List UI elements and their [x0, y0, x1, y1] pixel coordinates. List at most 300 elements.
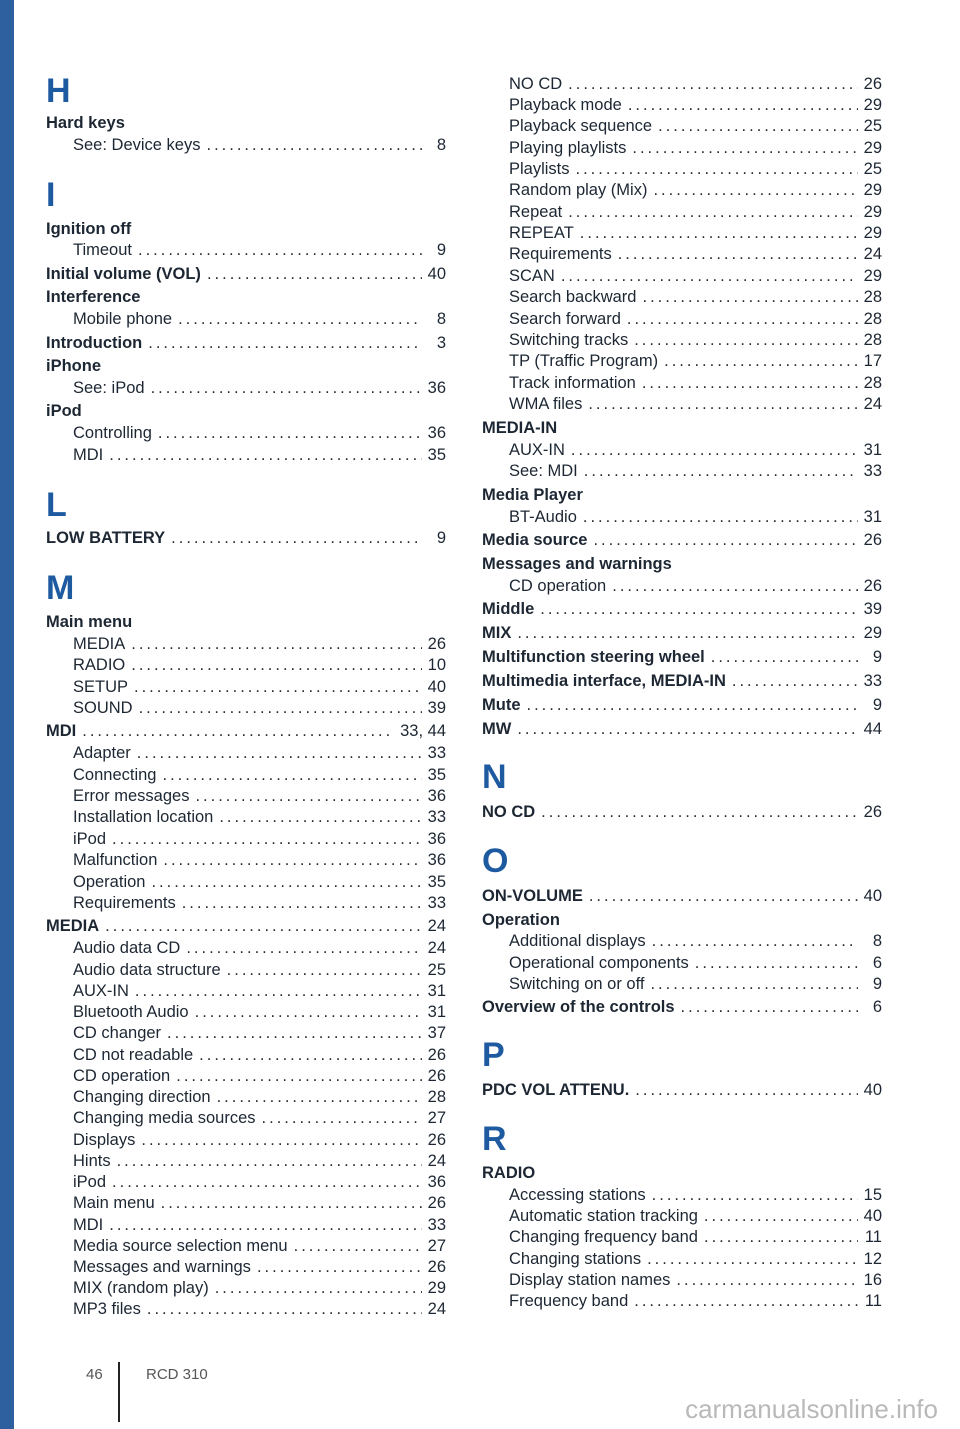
- entry-page: 33: [427, 808, 446, 826]
- index-entry: [482, 670, 882, 692]
- letter-heading-o: O: [482, 842, 509, 880]
- index-entry: [509, 115, 882, 137]
- index-entry: [73, 239, 446, 261]
- entry-label: Switching tracks: [509, 331, 629, 349]
- entry-page: 28: [863, 374, 882, 392]
- entry-label: Displays: [73, 1131, 136, 1149]
- entry-label: Adapter: [73, 744, 131, 762]
- entry-page: 35: [427, 873, 446, 891]
- index-entry: [73, 676, 446, 698]
- entry-label: AUX-IN: [509, 441, 565, 459]
- leader-dots: [138, 239, 422, 261]
- index-entry: [73, 697, 446, 719]
- entry-page: 33, 44: [400, 722, 446, 740]
- entry-page: 24: [427, 939, 446, 957]
- entry-label: SCAN: [509, 267, 555, 285]
- leader-dots: [676, 1269, 857, 1291]
- entry-label: LOW BATTERY: [46, 529, 166, 547]
- leader-dots: [109, 1214, 421, 1236]
- index-entry: [509, 952, 882, 974]
- index-entry: [509, 350, 882, 372]
- index-entry: [46, 400, 446, 422]
- leader-dots: [618, 243, 858, 265]
- leader-dots: [294, 1235, 422, 1257]
- leader-dots: [158, 422, 422, 444]
- entry-label: Search forward: [509, 310, 621, 328]
- leader-dots: [109, 444, 421, 466]
- entry-label: Audio data structure: [73, 961, 221, 979]
- leader-dots: [664, 350, 858, 372]
- entry-page: 33: [427, 1216, 446, 1234]
- letter-heading-i: I: [46, 176, 56, 214]
- entry-label: iPod: [73, 1173, 107, 1191]
- leader-dots: [131, 654, 421, 676]
- leader-dots: [517, 622, 857, 644]
- entry-page: 26: [427, 635, 446, 653]
- entry-page: 36: [427, 787, 446, 805]
- leader-dots: [219, 806, 421, 828]
- entry-label: iPod: [46, 402, 82, 420]
- index-entry: [482, 417, 882, 439]
- entry-label: Accessing stations: [509, 1186, 646, 1204]
- leader-dots: [632, 137, 857, 159]
- leader-dots: [642, 372, 858, 394]
- entry-page: 11: [864, 1228, 882, 1246]
- entry-label: Mute: [482, 696, 521, 714]
- leader-dots: [634, 329, 857, 351]
- leader-dots: [628, 94, 858, 116]
- entry-page: 24: [427, 1300, 446, 1318]
- leader-dots: [588, 393, 857, 415]
- entry-page: 28: [863, 331, 882, 349]
- entry-label: Random play (Mix): [509, 181, 648, 199]
- leader-dots: [105, 915, 421, 937]
- index-entry: [509, 179, 882, 201]
- entry-label: MW: [482, 720, 512, 738]
- entry-page: 39: [863, 600, 882, 618]
- index-entry: [73, 1129, 446, 1151]
- index-entry: [509, 506, 882, 528]
- entry-page: 25: [427, 961, 446, 979]
- leader-dots: [527, 694, 859, 716]
- letter-heading-l: L: [46, 486, 67, 524]
- entry-label: CD operation: [73, 1067, 171, 1085]
- index-entry: [73, 871, 446, 893]
- index-entry: [46, 527, 446, 549]
- entry-label: Hints: [73, 1152, 111, 1170]
- entry-page: 24: [863, 395, 882, 413]
- entry-label: SOUND: [73, 699, 133, 717]
- leader-dots: [642, 286, 857, 308]
- leader-dots: [568, 73, 857, 95]
- entry-page: 35: [427, 766, 446, 784]
- entry-page: 26: [863, 75, 882, 93]
- index-entry: [46, 720, 446, 742]
- entry-label: MEDIA: [46, 917, 100, 935]
- index-entry: [73, 849, 446, 871]
- entry-page: 9: [436, 529, 446, 547]
- index-entry: [46, 355, 446, 377]
- leader-dots: [635, 1079, 857, 1101]
- entry-page: 33: [863, 672, 882, 690]
- letter-heading-r: R: [482, 1120, 507, 1158]
- index-entry: [509, 1205, 882, 1227]
- leader-dots: [711, 646, 858, 668]
- index-entry: [509, 94, 882, 116]
- entry-label: Media source selection menu: [73, 1237, 288, 1255]
- index-entry: [73, 1086, 446, 1108]
- entry-label: Repeat: [509, 203, 563, 221]
- leader-dots: [576, 158, 858, 180]
- entry-label: Main menu: [46, 613, 133, 631]
- letter-heading-p: P: [482, 1036, 505, 1074]
- entry-page: 33: [863, 462, 882, 480]
- index-entry: [46, 611, 446, 633]
- entry-label: Switching on or off: [509, 975, 645, 993]
- entry-label: Multifunction steering wheel: [482, 648, 705, 666]
- letter-heading-n: N: [482, 758, 507, 796]
- entry-label: MP3 files: [73, 1300, 141, 1318]
- entry-label: Playback mode: [509, 96, 622, 114]
- entry-label: Requirements: [73, 894, 176, 912]
- leader-dots: [541, 801, 857, 823]
- entry-page: 9: [872, 975, 882, 993]
- index-entry: [46, 915, 446, 937]
- index-entry: [73, 764, 446, 786]
- leader-dots: [195, 785, 421, 807]
- index-entry: [73, 308, 446, 330]
- entry-label: Track information: [509, 374, 636, 392]
- leader-dots: [262, 1107, 422, 1129]
- index-entry: [509, 1290, 882, 1312]
- leader-dots: [167, 1022, 422, 1044]
- index-entry: [73, 1022, 446, 1044]
- entry-label: MEDIA-IN: [482, 419, 558, 437]
- entry-page: 8: [872, 932, 882, 950]
- entry-page: 26: [427, 1258, 446, 1276]
- index-entry: [482, 885, 882, 907]
- side-color-bar: [0, 0, 14, 1429]
- entry-page: 36: [427, 851, 446, 869]
- entry-label: Installation location: [73, 808, 214, 826]
- leader-dots: [589, 885, 858, 907]
- model-name: RCD 310: [146, 1366, 208, 1383]
- entry-label: Audio data CD: [73, 939, 181, 957]
- index-entry: [73, 892, 446, 914]
- entry-label: MEDIA: [73, 635, 126, 653]
- leader-dots: [151, 871, 421, 893]
- index-entry: [482, 646, 882, 668]
- entry-label: Operational components: [509, 954, 689, 972]
- entry-page: 24: [427, 1152, 446, 1170]
- index-entry: [509, 1184, 882, 1206]
- entry-page: 3: [436, 334, 446, 352]
- index-entry: [46, 112, 446, 134]
- index-entry: [482, 598, 882, 620]
- leader-dots: [540, 598, 857, 620]
- entry-label: Operation: [482, 911, 560, 929]
- index-entry: [73, 1256, 446, 1278]
- index-entry: [482, 529, 882, 551]
- entry-page: 29: [863, 203, 882, 221]
- entry-page: 24: [863, 245, 882, 263]
- index-entry: [73, 742, 446, 764]
- entry-label: REPEAT: [509, 224, 574, 242]
- entry-label: See: MDI: [509, 462, 578, 480]
- leader-dots: [134, 676, 422, 698]
- entry-page: 9: [872, 696, 882, 714]
- entry-label: RADIO: [482, 1164, 536, 1182]
- leader-dots: [695, 952, 858, 974]
- leader-dots: [182, 892, 422, 914]
- entry-label: CD not readable: [73, 1046, 194, 1064]
- index-entry: [509, 201, 882, 223]
- entry-label: See: Device keys: [73, 136, 201, 154]
- leader-dots: [135, 980, 422, 1002]
- leader-dots: [82, 720, 394, 742]
- leader-dots: [571, 439, 858, 461]
- leader-dots: [163, 849, 421, 871]
- entry-page: 31: [863, 508, 882, 526]
- entry-label: Search backward: [509, 288, 637, 306]
- entry-label: Media Player: [482, 486, 583, 504]
- entry-page: 11: [864, 1292, 882, 1310]
- entry-page: 33: [427, 894, 446, 912]
- leader-dots: [634, 1290, 858, 1312]
- entry-page: 25: [863, 117, 882, 135]
- index-entry: [73, 422, 446, 444]
- leader-dots: [584, 460, 858, 482]
- index-entry: [73, 1150, 446, 1172]
- entry-page: 12: [863, 1250, 882, 1268]
- leader-dots: [207, 263, 422, 285]
- leader-dots: [151, 377, 422, 399]
- entry-label: BT-Audio: [509, 508, 577, 526]
- index-entry: [482, 718, 882, 740]
- index-entry: [509, 158, 882, 180]
- entry-page: 36: [427, 379, 446, 397]
- leader-dots: [257, 1256, 422, 1278]
- leader-dots: [704, 1205, 858, 1227]
- index-entry: [73, 1192, 446, 1214]
- index-entry: [73, 134, 446, 156]
- entry-page: 29: [863, 224, 882, 242]
- entry-page: 29: [863, 139, 882, 157]
- entry-page: 44: [863, 720, 882, 738]
- index-entry: [509, 1269, 882, 1291]
- leader-dots: [612, 575, 857, 597]
- leader-dots: [593, 529, 857, 551]
- leader-dots: [658, 115, 858, 137]
- entry-page: 26: [427, 1046, 446, 1064]
- entry-page: 26: [863, 803, 882, 821]
- entry-label: Overview of the controls: [482, 998, 675, 1016]
- entry-label: Hard keys: [46, 114, 125, 132]
- leader-dots: [652, 1184, 858, 1206]
- entry-label: NO CD: [482, 803, 536, 821]
- index-entry: [482, 553, 882, 575]
- entry-label: Media source: [482, 531, 588, 549]
- leader-dots: [580, 222, 858, 244]
- index-entry: [73, 980, 446, 1002]
- entry-page: 28: [863, 310, 882, 328]
- index-entry: [509, 286, 882, 308]
- entry-page: 16: [863, 1271, 882, 1289]
- index-entry: [482, 909, 882, 931]
- entry-label: Operation: [73, 873, 146, 891]
- entry-label: CD changer: [73, 1024, 162, 1042]
- watermark: carmanualsonline.info: [685, 1394, 938, 1424]
- entry-page: 29: [863, 267, 882, 285]
- entry-page: 6: [872, 954, 882, 972]
- index-entry: [509, 575, 882, 597]
- leader-dots: [137, 742, 422, 764]
- leader-dots: [206, 134, 422, 156]
- entry-label: MIX: [482, 624, 512, 642]
- leader-dots: [650, 973, 858, 995]
- leader-dots: [199, 1044, 421, 1066]
- entry-page: 29: [863, 624, 882, 642]
- leader-dots: [583, 506, 858, 528]
- entry-label: Main menu: [73, 1194, 155, 1212]
- entry-page: 26: [863, 577, 882, 595]
- entry-page: 40: [863, 887, 882, 905]
- entry-label: TP (Traffic Program): [509, 352, 659, 370]
- letter-heading-h: H: [46, 72, 71, 110]
- entry-label: MDI: [73, 446, 104, 464]
- entry-label: Changing frequency band: [509, 1228, 698, 1246]
- entry-page: 26: [863, 531, 882, 549]
- entry-page: 9: [872, 648, 882, 666]
- leader-dots: [139, 697, 422, 719]
- entry-page: 29: [863, 96, 882, 114]
- index-entry: [73, 1044, 446, 1066]
- index-entry: [509, 137, 882, 159]
- leader-dots: [627, 308, 858, 330]
- leader-dots: [653, 179, 857, 201]
- entry-page: 31: [427, 982, 446, 1000]
- entry-page: 31: [427, 1003, 446, 1021]
- index-entry: [73, 1001, 446, 1023]
- entry-page: 26: [427, 1131, 446, 1149]
- index-entry: [73, 959, 446, 981]
- entry-label: PDC VOL ATTENU.: [482, 1081, 630, 1099]
- index-entry: [73, 444, 446, 466]
- entry-page: 37: [427, 1024, 446, 1042]
- entry-page: 24: [427, 917, 446, 935]
- index-entry: [509, 439, 882, 461]
- entry-label: SETUP: [73, 678, 129, 696]
- entry-label: RADIO: [73, 656, 126, 674]
- entry-page: 6: [872, 998, 882, 1016]
- leader-dots: [147, 1298, 422, 1320]
- index-entry: [509, 73, 882, 95]
- entry-label: AUX-IN: [73, 982, 129, 1000]
- index-entry: [73, 633, 446, 655]
- leader-dots: [141, 1129, 421, 1151]
- entry-label: Malfunction: [73, 851, 158, 869]
- index-entry: [509, 930, 882, 952]
- entry-page: 28: [427, 1088, 446, 1106]
- index-entry: [509, 308, 882, 330]
- index-entry: [73, 377, 446, 399]
- leader-dots: [517, 718, 857, 740]
- entry-page: 33: [427, 744, 446, 762]
- entry-label: Automatic station tracking: [509, 1207, 698, 1225]
- index-entry: [482, 484, 882, 506]
- entry-page: 27: [427, 1109, 446, 1127]
- leader-dots: [176, 1065, 421, 1087]
- entry-page: 29: [863, 181, 882, 199]
- entry-label: Additional displays: [509, 932, 646, 950]
- entry-label: Multimedia interface, MEDIA-IN: [482, 672, 726, 690]
- entry-label: Initial volume (VOL): [46, 265, 201, 283]
- index-entry: [46, 218, 446, 240]
- index-entry: [509, 372, 882, 394]
- index-entry: [509, 973, 882, 995]
- entry-label: Error messages: [73, 787, 190, 805]
- entry-page: 15: [863, 1186, 882, 1204]
- entry-label: Frequency band: [509, 1292, 629, 1310]
- entry-label: Bluetooth Audio: [73, 1003, 189, 1021]
- leader-dots: [217, 1086, 422, 1108]
- entry-label: Middle: [482, 600, 535, 618]
- entry-label: iPod: [73, 830, 107, 848]
- entry-label: Changing direction: [73, 1088, 211, 1106]
- index-entry: [509, 1248, 882, 1270]
- leader-dots: [112, 1171, 422, 1193]
- entry-label: Playing playlists: [509, 139, 627, 157]
- leader-dots: [732, 670, 858, 692]
- entry-label: MDI: [73, 1216, 104, 1234]
- entry-label: Ignition off: [46, 220, 132, 238]
- index-entry: [73, 785, 446, 807]
- entry-label: MIX (random play): [73, 1279, 209, 1297]
- entry-page: 31: [863, 441, 882, 459]
- leader-dots: [171, 527, 422, 549]
- entry-label: Controlling: [73, 424, 152, 442]
- entry-label: Changing stations: [509, 1250, 642, 1268]
- index-entry: [482, 694, 882, 716]
- entry-page: 8: [436, 310, 446, 328]
- index-entry: [482, 996, 882, 1018]
- entry-page: 28: [863, 288, 882, 306]
- index-entry: [73, 1298, 446, 1320]
- entry-label: MDI: [46, 722, 77, 740]
- leader-dots: [681, 996, 858, 1018]
- leader-dots: [117, 1150, 422, 1172]
- entry-page: 40: [863, 1207, 882, 1225]
- index-entry: [482, 1162, 882, 1184]
- entry-page: 25: [863, 160, 882, 178]
- entry-label: Changing media sources: [73, 1109, 256, 1127]
- entry-label: Messages and warnings: [482, 555, 672, 573]
- leader-dots: [161, 1192, 422, 1214]
- entry-page: 27: [427, 1237, 446, 1255]
- index-entry: [482, 801, 882, 823]
- index-entry: [509, 265, 882, 287]
- index-entry: [73, 1235, 446, 1257]
- footer-divider: [118, 1362, 120, 1422]
- entry-page: 8: [436, 136, 446, 154]
- entry-page: 17: [863, 352, 882, 370]
- entry-page: 29: [427, 1279, 446, 1297]
- index-entry: [46, 332, 446, 354]
- entry-label: See: iPod: [73, 379, 145, 397]
- entry-page: 36: [427, 830, 446, 848]
- index-entry: [46, 286, 446, 308]
- page-number: 46: [86, 1366, 103, 1383]
